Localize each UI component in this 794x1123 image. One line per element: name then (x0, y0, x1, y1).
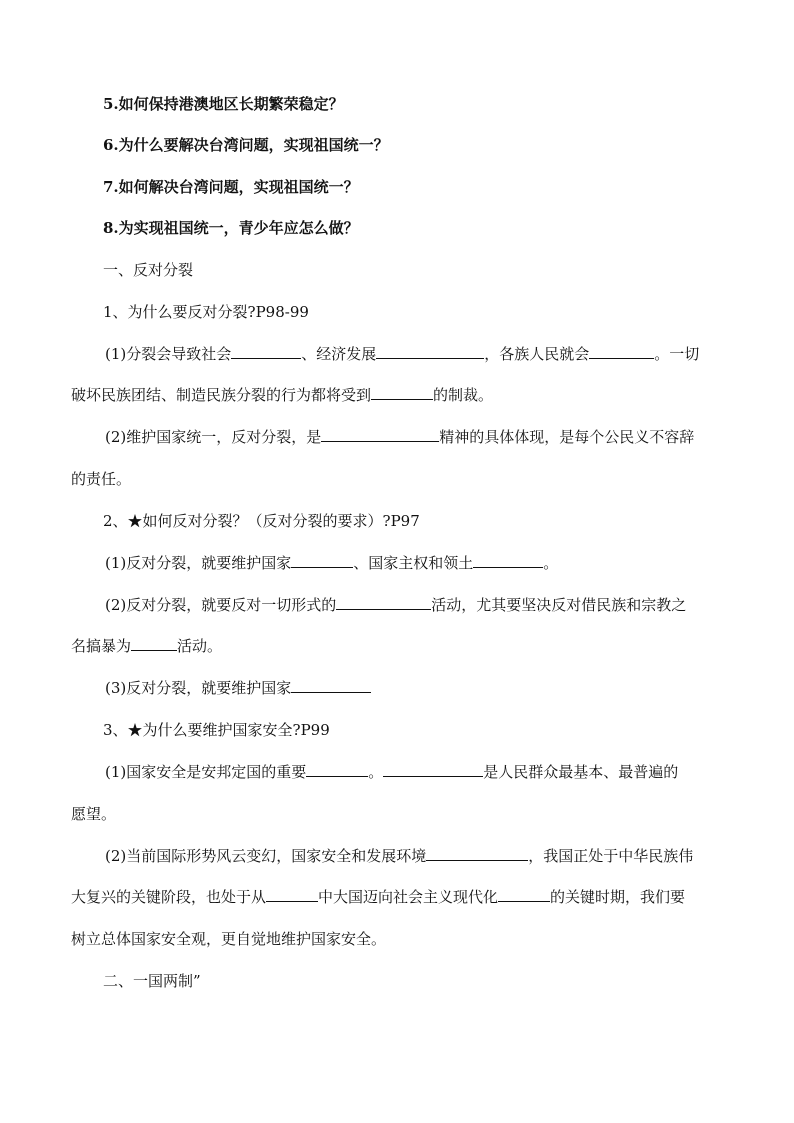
question-6: 6.为什么要解决台湾问题，实现祖国统一？ (103, 136, 389, 154)
q3-paragraph-2 (0, 846, 794, 866)
q2-heading: 2、★如何反对分裂？（反对分裂的要求）?P97 (103, 512, 420, 530)
fill-blank (383, 762, 483, 777)
q3-heading: 3、★为什么要维护国家安全?P99 (103, 721, 330, 739)
q1-paragraph-2 (0, 427, 794, 447)
fill-blank (371, 385, 433, 400)
q1-paragraph-1 (0, 344, 794, 364)
question-8: 8.为实现祖国统一，青少年应怎么做？ (103, 219, 359, 237)
fill-blank (589, 344, 654, 359)
text: 大复兴的关键阶段，也处于从 (71, 888, 267, 906)
text: ，各族人民就会 (484, 345, 590, 363)
fill-blank (498, 887, 550, 902)
q2-paragraph-1 (0, 553, 794, 573)
text: 。 (368, 763, 384, 781)
text: 活动。 (177, 637, 223, 655)
q1-heading: 1、为什么要反对分裂?P98-99 (103, 303, 309, 321)
text: (2)当前国际形势风云变幻，国家安全和发展环境 (105, 847, 427, 865)
text: 的责任。 (71, 470, 132, 488)
fill-blank (336, 595, 431, 610)
text: 、经济发展 (301, 345, 377, 363)
q2-paragraph-2 (0, 595, 794, 615)
section-2-heading: 二、一国两制” (103, 972, 201, 990)
text: 的制裁。 (433, 386, 494, 404)
fill-blank (266, 887, 318, 902)
q2-paragraph-3 (0, 678, 794, 698)
text: 名搞暴为 (71, 637, 132, 655)
text: ，我国正处于中华民族伟 (528, 847, 694, 865)
text: (3)反对分裂，就要维护国家 (105, 679, 292, 697)
q3-paragraph-1-cont (0, 804, 794, 824)
q3-paragraph-2-cont-2 (0, 929, 794, 949)
text: 是人民群众最基本、最普遍的 (483, 763, 679, 781)
text: (1)反对分裂，就要维护国家 (105, 554, 292, 572)
fill-blank (291, 678, 371, 693)
question-5: 5.如何保持港澳地区长期繁荣稳定？ (103, 95, 344, 113)
fill-blank (376, 344, 484, 359)
text: 破坏民族团结、制造民族分裂的行为都将受到 (71, 386, 372, 404)
fill-blank (131, 636, 177, 651)
text: 活动，尤其要坚决反对借民族和宗教之 (431, 596, 687, 614)
text: 。 (543, 554, 559, 572)
q3-paragraph-1 (0, 762, 794, 782)
text: 的关键时期，我们要 (550, 888, 686, 906)
q1-paragraph-2-cont (0, 469, 794, 489)
text: (2)反对分裂，就要反对一切形式的 (105, 596, 337, 614)
question-7: 7.如何解决台湾问题，实现祖国统一？ (103, 178, 359, 196)
fill-blank (473, 553, 543, 568)
text: 中大国迈向社会主义现代化 (318, 888, 499, 906)
q3-paragraph-2-cont (0, 887, 794, 907)
q2-paragraph-2-cont (0, 636, 794, 656)
text: 精神的具体体现，是每个公民义不容辞 (439, 428, 695, 446)
fill-blank (291, 553, 353, 568)
text: 愿望。 (71, 805, 117, 823)
text: (2)维护国家统一，反对分裂，是 (105, 428, 322, 446)
fill-blank (321, 427, 439, 442)
text: 、国家主权和领土 (353, 554, 474, 572)
text: 。一切 (654, 345, 700, 363)
fill-blank (231, 344, 301, 359)
text: (1)分裂会导致社会 (105, 345, 232, 363)
section-1-heading: 一、反对分裂 (103, 261, 194, 279)
text: 树立总体国家安全观，更自觉地维护国家安全。 (71, 930, 387, 948)
fill-blank (306, 762, 368, 777)
q1-paragraph-1-cont (0, 385, 794, 405)
text: (1)国家安全是安邦定国的重要 (105, 763, 307, 781)
fill-blank (426, 846, 528, 861)
